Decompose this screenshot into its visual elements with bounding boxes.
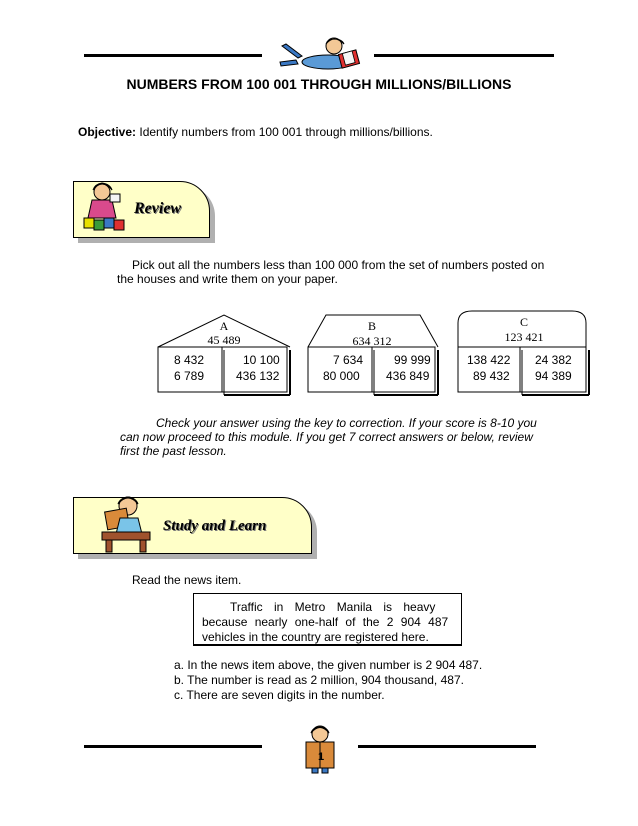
check-line-3: first the past lesson.: [120, 444, 227, 458]
page-number: 1: [317, 751, 325, 763]
house-c-right-1: 24 382: [535, 353, 572, 367]
review-instruction-line-2: the houses and write them on your paper.: [117, 272, 338, 286]
objective: [78, 125, 433, 139]
house-a-left-2: 6 789: [174, 369, 205, 383]
footer-rule-left: [84, 745, 262, 748]
house-b-right-2: 436 849: [386, 369, 430, 383]
house-a-right-1: 10 100: [243, 353, 280, 367]
house-a-number: 45 489: [207, 333, 241, 347]
house-b-left-1: 7 634: [333, 353, 364, 367]
house-c-number: 123 421: [504, 330, 544, 344]
house-a-right-2: 436 132: [236, 369, 280, 383]
header-rule-left: [84, 54, 262, 57]
review-banner-title: Review: [134, 200, 182, 217]
child-reading-at-desk-icon: [98, 494, 154, 554]
girl-with-abc-blocks-icon: [80, 178, 128, 234]
header-rule-right: [374, 54, 554, 57]
study-point-a: a. In the news item above, the given number is 2 904 487.: [174, 658, 483, 672]
news-line-2: because nearly one-half of the 2 904 487: [202, 615, 449, 629]
house-c-left-2: 89 432: [473, 369, 510, 383]
house-b-left-2: 80 000: [323, 369, 360, 383]
objective-label: Objective:: [78, 125, 137, 139]
house-a-letter: A: [219, 319, 229, 333]
footer-rule-right: [358, 745, 536, 748]
study-point-b: b. The number is read as 2 million, 904 thousand, 487.: [174, 673, 464, 687]
review-instruction-line-1: Pick out all the numbers less than 100 000 from the set of numbers posted on: [132, 258, 545, 272]
study-point-c: c. There are seven digits in the number.: [174, 688, 385, 702]
study-banner-title: Study and Learn: [163, 518, 267, 534]
child-holding-book-icon: [300, 724, 340, 774]
house-b-letter: B: [367, 319, 376, 333]
study-intro: Read the news item.: [132, 573, 242, 587]
check-line-1: Check your answer using the key to correction. If your score is 8-10 you: [156, 416, 537, 430]
house-b-right-1: 99 999: [394, 353, 431, 367]
house-c-letter: C: [519, 315, 528, 329]
house-b-number: 634 312: [352, 334, 392, 348]
reading-girl-icon: [278, 36, 370, 76]
news-item-box: [193, 593, 462, 646]
news-line-3: vehicles in the country are registered here.: [202, 630, 429, 644]
house-c-right-2: 94 389: [535, 369, 572, 383]
check-line-2: can now proceed to this module. If you get 7 correct answers or below, review: [120, 430, 533, 444]
house-c-left-1: 138 422: [467, 353, 511, 367]
page-title: NUMBERS FROM 100 001 THROUGH MILLIONS/BILLIONS: [126, 76, 512, 92]
house-a-left-1: 8 432: [174, 353, 205, 367]
news-line-1: Traffic in Metro Manila is heavy: [230, 600, 436, 614]
objective-text: Identify numbers from 100 001 through millions/billions.: [139, 125, 433, 139]
